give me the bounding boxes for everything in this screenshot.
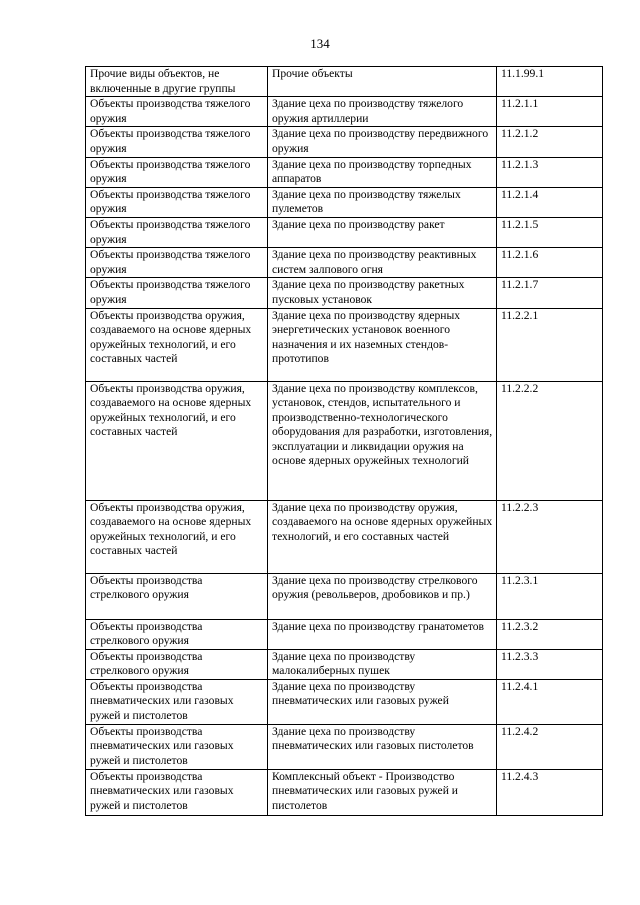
object-name-cell: Здание цеха по производству ядерных энергетических установок военного назначения и их наземных стендов-прототипов (268, 308, 497, 381)
object-code-cell: 11.2.1.4 (497, 187, 603, 217)
table-row (86, 769, 603, 815)
object-code-cell: 11.2.3.1 (497, 573, 603, 619)
table-row (86, 649, 603, 679)
object-code-cell: 11.2.1.3 (497, 157, 603, 187)
object-type-cell: Объекты производства тяжелого оружия (86, 97, 268, 127)
object-code-cell: 11.2.1.2 (497, 127, 603, 157)
object-code-cell: 11.1.99.1 (497, 67, 603, 97)
table-row (86, 381, 603, 500)
table-row (86, 308, 603, 381)
table-row (86, 67, 603, 97)
object-name-cell: Здание цеха по производству гранатометов (268, 619, 497, 649)
object-name-cell: Здание цеха по производству ракетных пусковых установок (268, 278, 497, 308)
object-type-cell: Объекты производства стрелкового оружия (86, 573, 268, 619)
object-name-cell: Здание цеха по производству тяжелого оружия артиллерии (268, 97, 497, 127)
object-name-cell: Здание цеха по производству малокалиберных пушек (268, 649, 497, 679)
object-type-cell: Объекты производства тяжелого оружия (86, 157, 268, 187)
table-row (86, 573, 603, 619)
object-name-cell: Здание цеха по производству передвижного оружия (268, 127, 497, 157)
object-type-cell: Объекты производства стрелкового оружия (86, 649, 268, 679)
object-name-cell: Здание цеха по производству тяжелых пулеметов (268, 187, 497, 217)
object-code-cell: 11.2.2.2 (497, 381, 603, 500)
object-type-cell: Объекты производства тяжелого оружия (86, 127, 268, 157)
object-name-cell: Здание цеха по производству ракет (268, 217, 497, 247)
table-row (86, 679, 603, 724)
object-type-cell: Объекты производства оружия, создаваемого на основе ядерных оружейных технологий, и его составных частей (86, 500, 268, 573)
object-name-cell: Здание цеха по производству стрелкового оружия (револьверов, дробовиков и пр.) (268, 573, 497, 619)
object-type-cell: Объекты производства тяжелого оружия (86, 248, 268, 278)
object-name-cell: Здание цеха по производству торпедных аппаратов (268, 157, 497, 187)
table-row (86, 619, 603, 649)
object-code-cell: 11.2.1.7 (497, 278, 603, 308)
object-type-cell: Объекты производства тяжелого оружия (86, 187, 268, 217)
object-type-cell: Объекты производства пневматических или газовых ружей и пистолетов (86, 724, 268, 769)
table-row (86, 724, 603, 769)
table-row (86, 278, 603, 308)
object-type-cell: Объекты производства тяжелого оружия (86, 278, 268, 308)
table-row (86, 248, 603, 278)
table-row (86, 500, 603, 573)
table-row (86, 187, 603, 217)
table-row (86, 127, 603, 157)
object-code-cell: 11.2.4.3 (497, 769, 603, 815)
object-code-cell: 11.2.2.1 (497, 308, 603, 381)
classification-table (85, 66, 603, 816)
object-name-cell: Прочие объекты (268, 67, 497, 97)
object-code-cell: 11.2.1.1 (497, 97, 603, 127)
table-row (86, 157, 603, 187)
object-name-cell: Здание цеха по производству пневматических или газовых ружей (268, 679, 497, 724)
object-name-cell: Комплексный объект - Производство пневматических или газовых ружей и пистолетов (268, 769, 497, 815)
table-row (86, 217, 603, 247)
table-row (86, 97, 603, 127)
object-code-cell: 11.2.3.3 (497, 649, 603, 679)
object-name-cell: Здание цеха по производству реактивных систем залпового огня (268, 248, 497, 278)
object-type-cell: Объекты производства пневматических или газовых ружей и пистолетов (86, 769, 268, 815)
page-number: 134 (310, 36, 330, 51)
object-type-cell: Объекты производства пневматических или газовых ружей и пистолетов (86, 679, 268, 724)
object-name-cell: Здание цеха по производству оружия, создаваемого на основе ядерных оружейных технологий, и его составных частей (268, 500, 497, 573)
object-name-cell: Здание цеха по производству комплексов, установок, стендов, испытательного и производственно-технологического оборудования для разработки, изготовления, эксплуатации и ликвидации оружия на основе ядерных оружейных технологий (268, 381, 497, 500)
object-type-cell: Объекты производства стрелкового оружия (86, 619, 268, 649)
object-code-cell: 11.2.2.3 (497, 500, 603, 573)
object-name-cell: Здание цеха по производству пневматических или газовых пистолетов (268, 724, 497, 769)
object-type-cell: Объекты производства оружия, создаваемого на основе ядерных оружейных технологий, и его составных частей (86, 381, 268, 500)
object-code-cell: 11.2.4.2 (497, 724, 603, 769)
object-type-cell: Прочие виды объектов, не включенные в другие группы (86, 67, 268, 97)
object-type-cell: Объекты производства оружия, создаваемого на основе ядерных оружейных технологий, и его составных частей (86, 308, 268, 381)
object-type-cell: Объекты производства тяжелого оружия (86, 217, 268, 247)
object-code-cell: 11.2.4.1 (497, 679, 603, 724)
object-code-cell: 11.2.3.2 (497, 619, 603, 649)
object-code-cell: 11.2.1.6 (497, 248, 603, 278)
object-code-cell: 11.2.1.5 (497, 217, 603, 247)
